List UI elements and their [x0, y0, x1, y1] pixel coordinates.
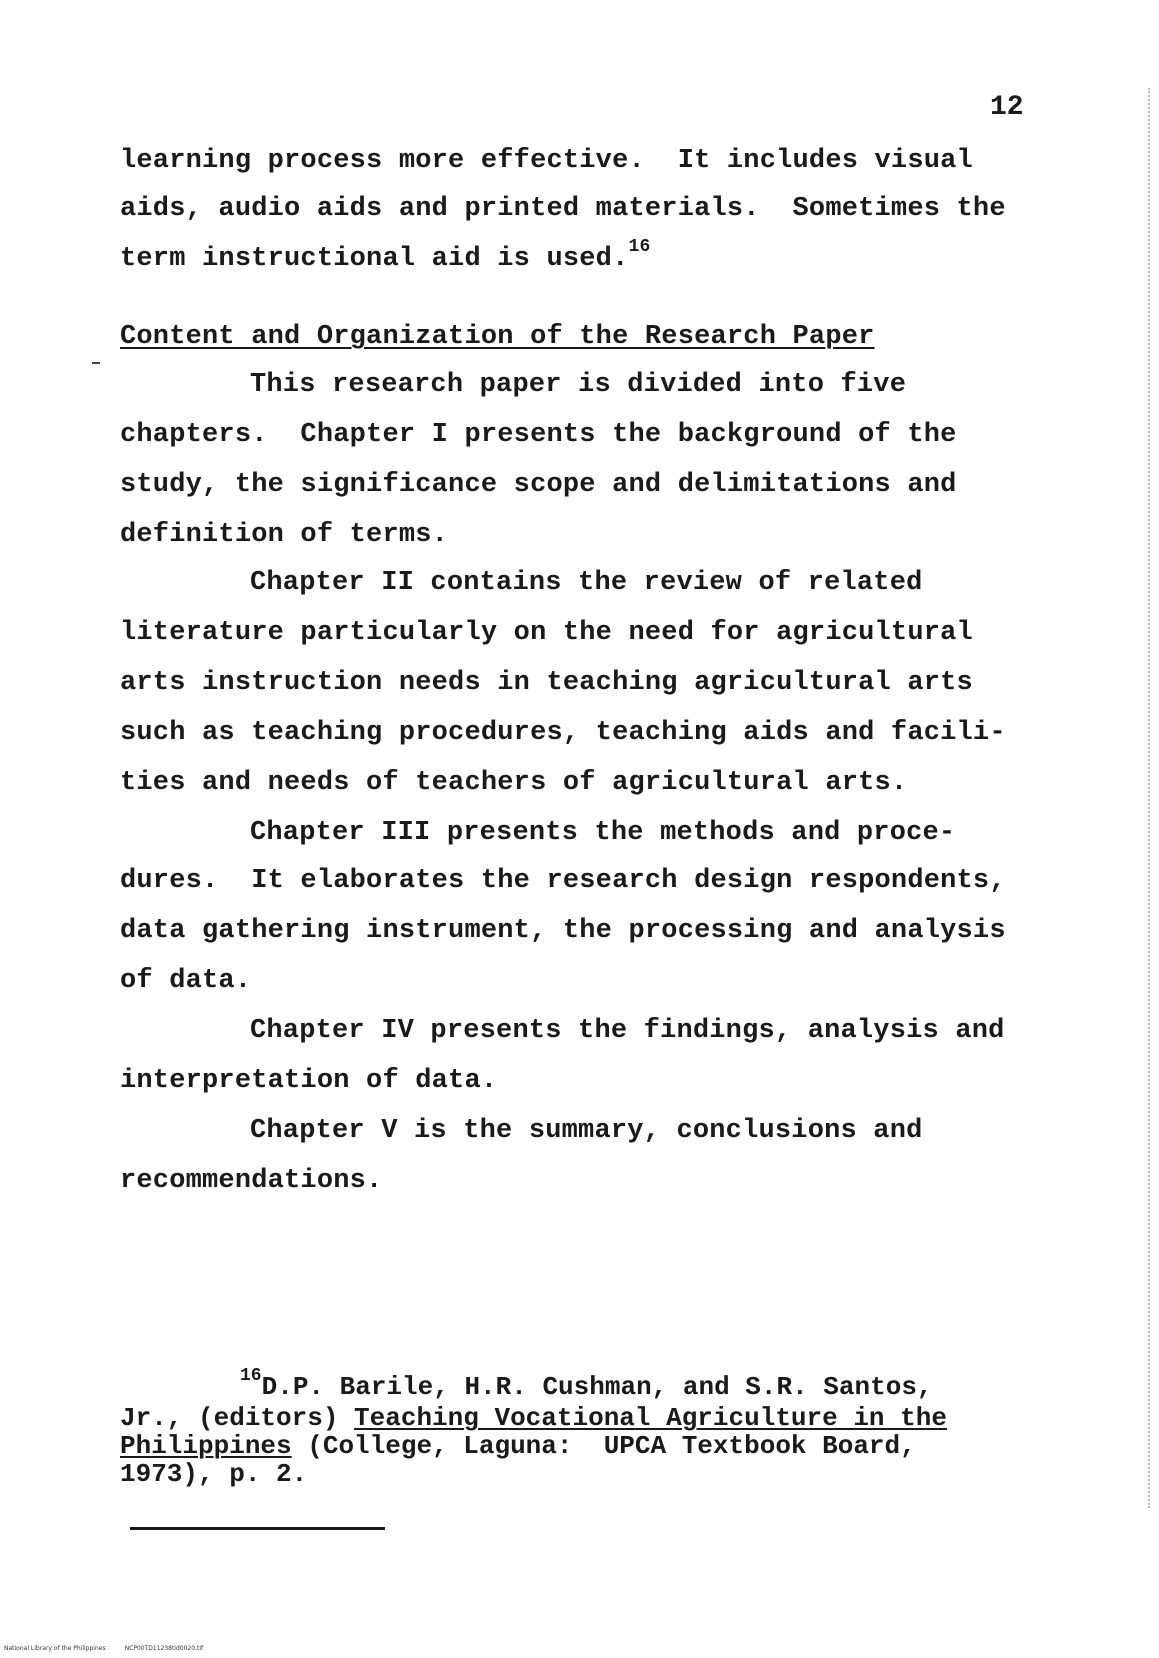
footnote-line: 1973), p. 2.	[120, 1459, 308, 1489]
footnote-number: 16	[240, 1366, 262, 1386]
paragraph-line: definition of terms.	[120, 520, 449, 550]
footnote-line	[240, 1366, 933, 1402]
paragraph-line: ties and needs of teachers of agricultural arts.	[120, 768, 908, 798]
paragraph-line: This research paper is divided into five	[250, 370, 907, 400]
footer-source: National Library of the Philippines	[4, 1645, 106, 1652]
footer-file-id: NCP00TD11238tid0020.tif	[124, 1645, 204, 1652]
scan-edge	[1148, 88, 1152, 1508]
footnote-book-title: Teaching Vocational Agriculture in the	[354, 1403, 947, 1433]
footnote-text: (College, Laguna: UPCA Textbook Board,	[291, 1431, 916, 1461]
footnote-book-title: Philippines	[120, 1431, 292, 1461]
footnote-reference: 16	[628, 237, 651, 257]
paragraph-line: learning process more effective. It includes visual	[120, 146, 973, 176]
paragraph-line: Chapter IV presents the findings, analysis and	[250, 1016, 1005, 1046]
paragraph-line: recommendations.	[120, 1166, 383, 1196]
section-heading: Content and Organization of the Research Paper	[120, 322, 875, 352]
paragraph-line: of data.	[120, 966, 252, 996]
paragraph-line: aids, audio aids and printed materials. Sometimes the	[120, 194, 1006, 224]
paragraph-line: dures. It elaborates the research design respondents,	[120, 866, 1006, 896]
paragraph-line: literature particularly on the need for agricultural	[120, 618, 973, 648]
margin-mark	[92, 362, 100, 364]
footnote-text: D.P. Barile, H.R. Cushman, and S.R. Santos,	[261, 1372, 933, 1402]
paragraph-line: Chapter II contains the review of related	[250, 568, 923, 598]
footnote-text: Jr., (editors)	[120, 1403, 355, 1433]
paragraph-line: arts instruction needs in teaching agricultural arts	[120, 668, 973, 698]
paragraph-text: term instructional aid is used.	[120, 244, 629, 274]
paragraph-line: interpretation of data.	[120, 1066, 498, 1096]
paragraph-line: Chapter V is the summary, conclusions and	[250, 1116, 923, 1146]
footnote-line	[120, 1403, 947, 1433]
paragraph-line: such as teaching procedures, teaching aids and facili-	[120, 718, 1006, 748]
paragraph-line	[120, 237, 651, 274]
paragraph-line: data gathering instrument, the processing and analysis	[120, 916, 1006, 946]
footnote-divider	[130, 1527, 385, 1530]
paragraph-line: study, the significance scope and delimitations and	[120, 470, 957, 500]
scan-footer	[4, 1645, 203, 1652]
page-number: 12	[990, 92, 1024, 123]
footnote-line	[120, 1431, 916, 1461]
paragraph-line: chapters. Chapter I presents the background of the	[120, 420, 957, 450]
paragraph-line: Chapter III presents the methods and proce-	[250, 818, 956, 848]
